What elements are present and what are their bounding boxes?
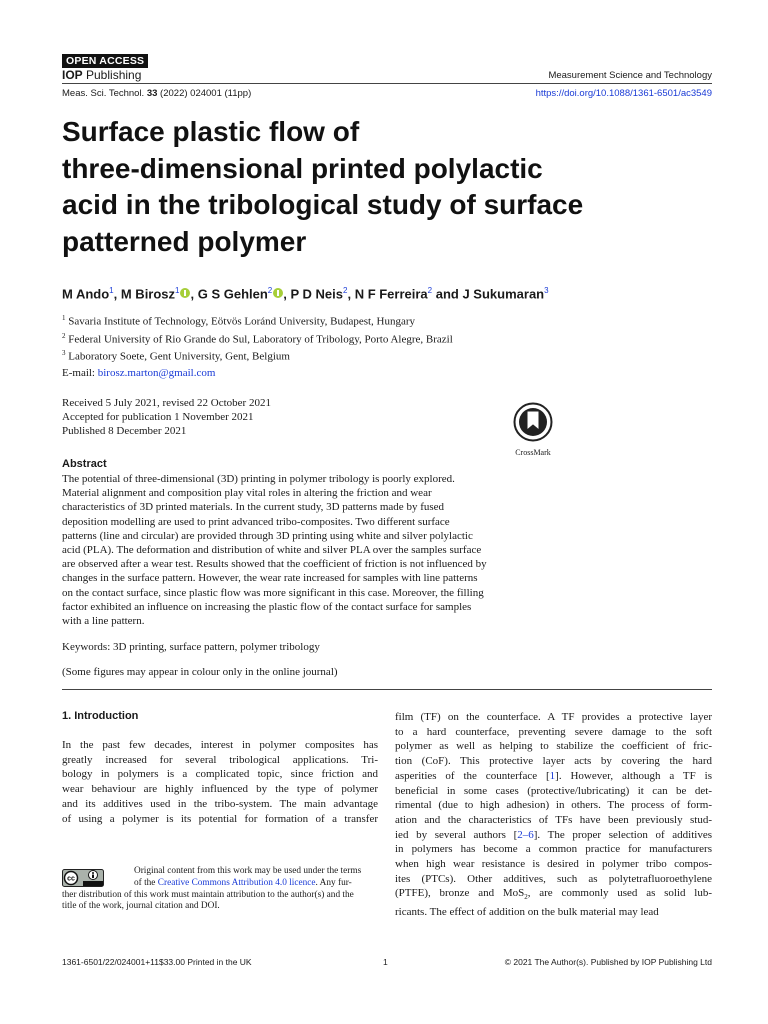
license-notice [62,866,380,913]
abstract-line: are observed after a wear test. Results showed that the coefficient of friction is not influenced by [62,558,487,571]
footer-issn: 1361-6501/22/024001+11$33.00 Printed in the UK [62,957,252,967]
abstract-line: Material alignment and composition play vital roles in altering the friction and wear [62,487,432,500]
author-name: G S Gehlen [197,286,268,302]
left-column [62,738,378,826]
publication-dates [62,396,271,438]
author-name: N F Ferreira [354,286,428,302]
author-list: M Ando$^1$, M Birosz$^1$ , G S Gehlen$^2$ , P D Neis$^2$, N F Ferreira$^2$ and J Sukumaran$^3$ [62,286,549,302]
right-column [395,710,712,920]
abstract-line: with a line pattern. [62,615,145,628]
abstract-heading: Abstract [62,458,107,470]
keywords: Keywords: 3D printing, surface pattern, polymer tribology [62,641,320,653]
page-number: 1 [383,957,388,967]
body-line: (PTFE), bronze and MoS$_2$, are commonly used as solid lub- [395,887,712,902]
author-name: M Birosz [120,286,176,302]
affiliation: $^3$ Laboratory Soete, Gent University, Gent, Belgium [62,349,290,363]
abstract-line: deposition modelling are used to print advanced tribo-composites. Two different surface [62,515,450,528]
publisher-logo [62,68,141,82]
body-line: bology in polymers is a complicated topic, since friction and [62,768,378,781]
citation-prefix: Meas. Sci. Technol. [62,88,147,99]
citation-volume: 33 [146,88,158,99]
header-divider [62,83,712,84]
publisher-bold: IOP [62,68,83,82]
abstract-line: characteristics of 3D printed materials. In the current study, 3D patterns made by fused [62,501,445,514]
body-line: when high wear resistance is desired in polymer tribo compos- [395,858,712,871]
date-line: Received 5 July 2021, revised 22 October 2021 [62,397,271,409]
license-line: Original content from this work may be used under the terms [134,866,362,876]
email-link[interactable]: birosz.marton@gmail.com [97,367,216,379]
crossmark-button[interactable] [510,402,556,457]
author-name: J Sukumaran [462,286,545,302]
body-line: wear behaviour are highly influenced by the type of polymer [62,783,378,796]
body-line: ation and the characteristics of TFs have been previously stud- [395,813,712,826]
abstract-line: patterns (line and circular) are provided through 3D printing using white and silver polylactic [62,529,473,542]
body-line: tion (CoF). This protective layer acts by covering the hard [395,755,712,768]
author-name: M Ando [62,286,110,302]
license-line: title of the work, journal citation and DOI. [62,901,220,912]
date-line: Published 8 December 2021 [62,425,187,437]
section-divider [62,689,712,690]
body-line: to a hard counterface, preventing severe damage to the soft [395,725,712,738]
body-line: of using a polymer is its potential for formation of a transfer [62,812,378,825]
email-line [62,367,215,379]
author-affiliation-ref[interactable]: 3 [544,286,549,295]
author-affiliation-ref[interactable]: 1 [109,286,114,295]
title-line: patterned polymer [62,225,307,257]
body-line: polymer as well as helping to stabilize the coefficient of fric- [395,740,712,753]
abstract-line: on the contact surface, since plastic flow was more significant in this case. Moreover, the filling [62,586,484,599]
abstract-line: The potential of three-dimensional (3D) printing in polymer tribology is poorly explored. [62,473,455,485]
title-line: three-dimensional printed polylactic [62,152,543,184]
body-line: beneficial in some cases (protective/lubricating) it can be det- [395,784,712,797]
svg-text:cc: cc [67,875,75,883]
author-affiliation-ref[interactable]: 2 [267,286,273,295]
body-line: greatly increased for several tribological applications. Tri- [62,753,378,766]
author-name: P D Neis [290,286,343,302]
abstract-line: factor exhibited an influence on increasing the plastic flow of the contact surface for samples [62,600,472,613]
body-line: In the past few decades, interest in polymer composites has [62,739,378,751]
colour-note: (Some figures may appear in colour only in the online journal) [62,666,338,678]
doi-link[interactable]: https://doi.org/10.1088/1361-6501/ac3549 [535,88,712,99]
affiliation: $^1$ Savaria Institute of Technology, Eötvös Loránd University, Budapest, Hungary [62,314,416,328]
orcid-icon[interactable] [273,288,283,298]
affiliations [62,311,453,364]
body-line: ites (PTCs). Other additives, such as polytetrafluoroethylene [395,872,712,885]
body-line: and its additives used in the tribo-system. The main advantage [62,797,378,810]
abstract-body [62,472,562,628]
author-affiliation-ref[interactable]: 1 [175,286,180,295]
journal-name: Measurement Science and Technology [548,70,712,81]
license-line: of the Creative Commons Attribution 4.0 licence. Any fur- [134,877,352,888]
body-line: in polymers has become a common practice for manufacturers [395,843,712,856]
license-line: ther distribution of this work must maintain attribution to the author(s) and the [62,889,354,900]
crossmark-icon [513,402,553,442]
body-line: asperities of the counterface [1]. However, although a TF is [395,769,712,782]
body-line: ricants. The effect of addition on the bulk material may lead [395,906,659,919]
author-affiliation-ref[interactable]: 2 [343,286,348,295]
abstract-line: acid (PLA). The deformation and distribution of white and silver PLA over the samples surface [62,544,482,557]
article-title [62,114,682,260]
date-line: Accepted for publication 1 November 2021 [62,411,254,423]
body-line: film (TF) on the counterface. A TF provides a protective layer [395,711,712,723]
citation-rest: (2022) 024001 (11pp) [157,88,252,99]
title-line: Surface plastic flow of [62,116,360,147]
email-label: E-mail: [62,367,98,379]
affiliation: $^2$ Federal University of Rio Grande do Sul, Laboratory of Tribology, Porto Alegre, Brazil [62,331,453,346]
reference-link[interactable]: 1 [549,769,556,782]
footer-copyright: © 2021 The Author(s). Published by IOP Publishing Ltd [504,957,712,967]
cc-by-icon[interactable] [62,869,104,887]
crossmark-label: CrossMark [515,448,551,457]
citation [62,88,251,99]
cc-licence-link[interactable]: Creative Commons Attribution 4.0 licence [157,877,316,888]
body-line: ied by several authors [2–6]. The proper selection of additives [395,828,713,841]
introduction-heading: 1. Introduction [62,710,139,722]
publisher-rest: Publishing [82,68,142,82]
title-line: acid in the tribological study of surface [62,189,584,220]
abstract-line: changes in the surface pattern. However, the wear rate increased for samples with line patterns [62,572,478,585]
author-affiliation-ref[interactable]: 2 [427,286,433,295]
open-access-badge: OPEN ACCESS [62,54,148,68]
orcid-icon[interactable] [180,288,190,298]
body-line: rimental (due to high adhesion) in others. The process of form- [395,799,712,812]
reference-link[interactable]: 2–6 [517,828,534,841]
